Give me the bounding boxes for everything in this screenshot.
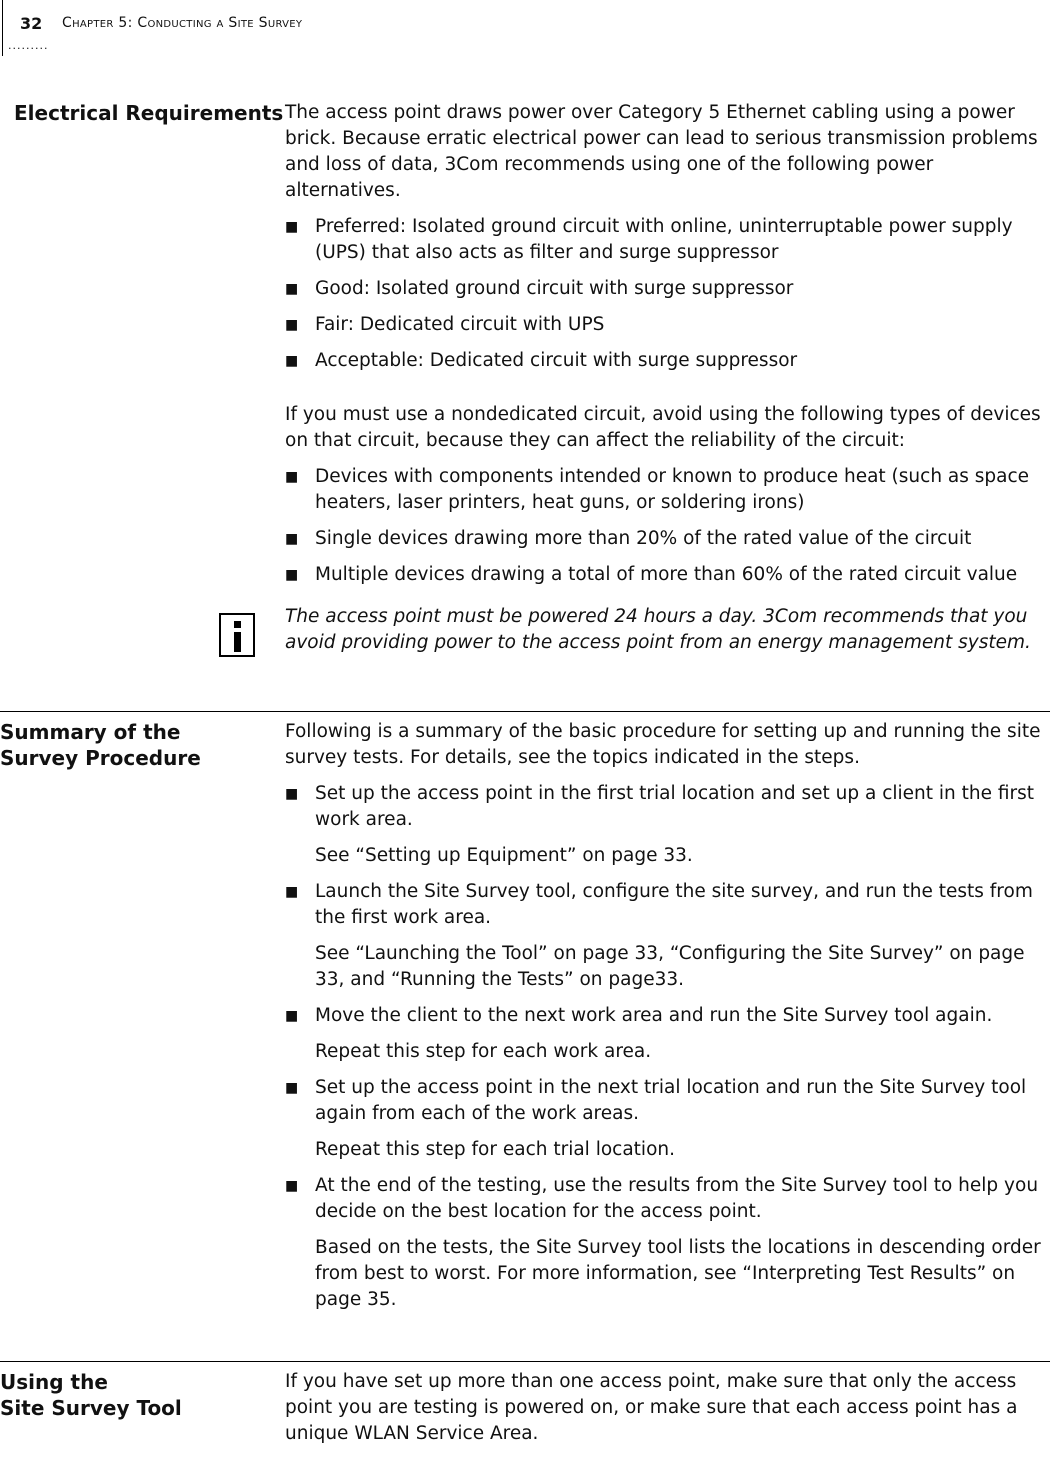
- procedure-steps-list: [285, 781, 1045, 1313]
- section-heading-electrical: Electrical Requirements: [14, 101, 284, 125]
- list-item: ■ Acceptable: Dedicated circuit with surge suppressor: [285, 348, 1045, 374]
- devices-list: [285, 464, 1045, 588]
- section-body-summary: [285, 719, 1045, 1323]
- bullet-icon: ■: [285, 1080, 299, 1096]
- section-body-electrical: [285, 100, 1045, 598]
- list-item: ■ Move the client to the next work area and run the Site Survey tool again. Repeat this step for each work area.: [285, 1005, 993, 1062]
- bullet-icon: ■: [285, 567, 299, 583]
- nondedicated-intro: If you must use a nondedicated circuit, avoid using the following types of devices on that circuit, because they can affect the reliability of the circuit:: [285, 404, 1041, 451]
- summary-heading-line2: Survey Procedure: [0, 746, 201, 770]
- summary-heading-line1: Summary of the: [0, 720, 181, 744]
- bullet-icon: ■: [285, 1008, 299, 1024]
- info-icon: [219, 613, 255, 657]
- list-item: ■ Launch the Site Survey tool, configure the site survey, and run the tests from the first work area. See “Launching the Tool” on page 33, “Configuring the Site Survey” on page 33, and “Running the Tests” on page33.: [285, 881, 1033, 990]
- bullet-icon: ■: [285, 531, 299, 547]
- header-divider: [2, 0, 3, 56]
- list-item: ■ Preferred: Isolated ground circuit with online, uninterruptable power supply (UPS) that also acts as filter and surge suppressor: [285, 216, 1013, 263]
- list-item: ■ Set up the access point in the first trial location and set up a client in the first work area. See “Setting up Equipment” on page 33.: [285, 783, 1035, 866]
- electrical-intro: The access point draws power over Category 5 Ethernet cabling using a power brick. Because erratic electrical power can lead to serious transmission problems and loss of data, 3Com recommends using one of the following power alternatives.: [285, 102, 1038, 201]
- list-item: ■ Single devices drawing more than 20% of the rated value of the circuit: [285, 526, 1045, 552]
- chapter-title: Chapter 5: Conducting a Site Survey: [62, 15, 303, 31]
- list-item: ■ Fair: Dedicated circuit with UPS: [285, 312, 1045, 338]
- using-intro: If you have set up more than one access point, make sure that only the access point you are testing is powered on, or make sure that each access point has a unique WLAN Service Area.: [285, 1371, 1018, 1444]
- bullet-icon: ■: [285, 219, 299, 235]
- using-heading-line2: Site Survey Tool: [0, 1396, 182, 1420]
- section-heading-summary: [0, 719, 270, 771]
- page-number: 32: [20, 14, 43, 33]
- list-item: ■ Multiple devices drawing a total of more than 60% of the rated circuit value: [285, 562, 1045, 588]
- list-item: ■ Devices with components intended or known to produce heat (such as space heaters, laser printers, heat guns, or soldering irons): [285, 466, 1030, 513]
- bullet-icon: ■: [285, 281, 299, 297]
- list-item: ■ Set up the access point in the next trial location and run the Site Survey tool again from each of the work areas. Repeat this step for each trial location.: [285, 1077, 1027, 1160]
- bullet-icon: ■: [285, 353, 299, 369]
- power-options-list: [285, 214, 1045, 374]
- using-heading-line1: Using the: [0, 1370, 108, 1394]
- section-heading-using: [0, 1369, 270, 1421]
- bullet-icon: ■: [285, 884, 299, 900]
- section-body-using: [285, 1369, 1045, 1457]
- section-divider: [0, 1361, 1050, 1362]
- page-header: [0, 0, 520, 58]
- info-note: The access point must be powered 24 hours a day. 3Com recommends that you avoid providing power to the access point from an energy management system.: [285, 606, 1031, 653]
- section-divider: [0, 711, 1050, 712]
- bullet-icon: ■: [285, 317, 299, 333]
- summary-intro: Following is a summary of the basic procedure for setting up and running the site survey tests. For details, see the topics indicated in the steps.: [285, 721, 1041, 768]
- header-decoration: ·········: [8, 42, 49, 55]
- list-item: ■ Good: Isolated ground circuit with surge suppressor: [285, 276, 1045, 302]
- bullet-icon: ■: [285, 469, 299, 485]
- bullet-icon: ■: [285, 786, 299, 802]
- list-item: ■ At the end of the testing, use the results from the Site Survey tool to help you decide on the best location for the access point. Based on the tests, the Site Survey tool lists the locations in descending order from best to worst. For more information, see “Interpreting Test Results” on page 35.: [285, 1175, 1041, 1310]
- bullet-icon: ■: [285, 1178, 299, 1194]
